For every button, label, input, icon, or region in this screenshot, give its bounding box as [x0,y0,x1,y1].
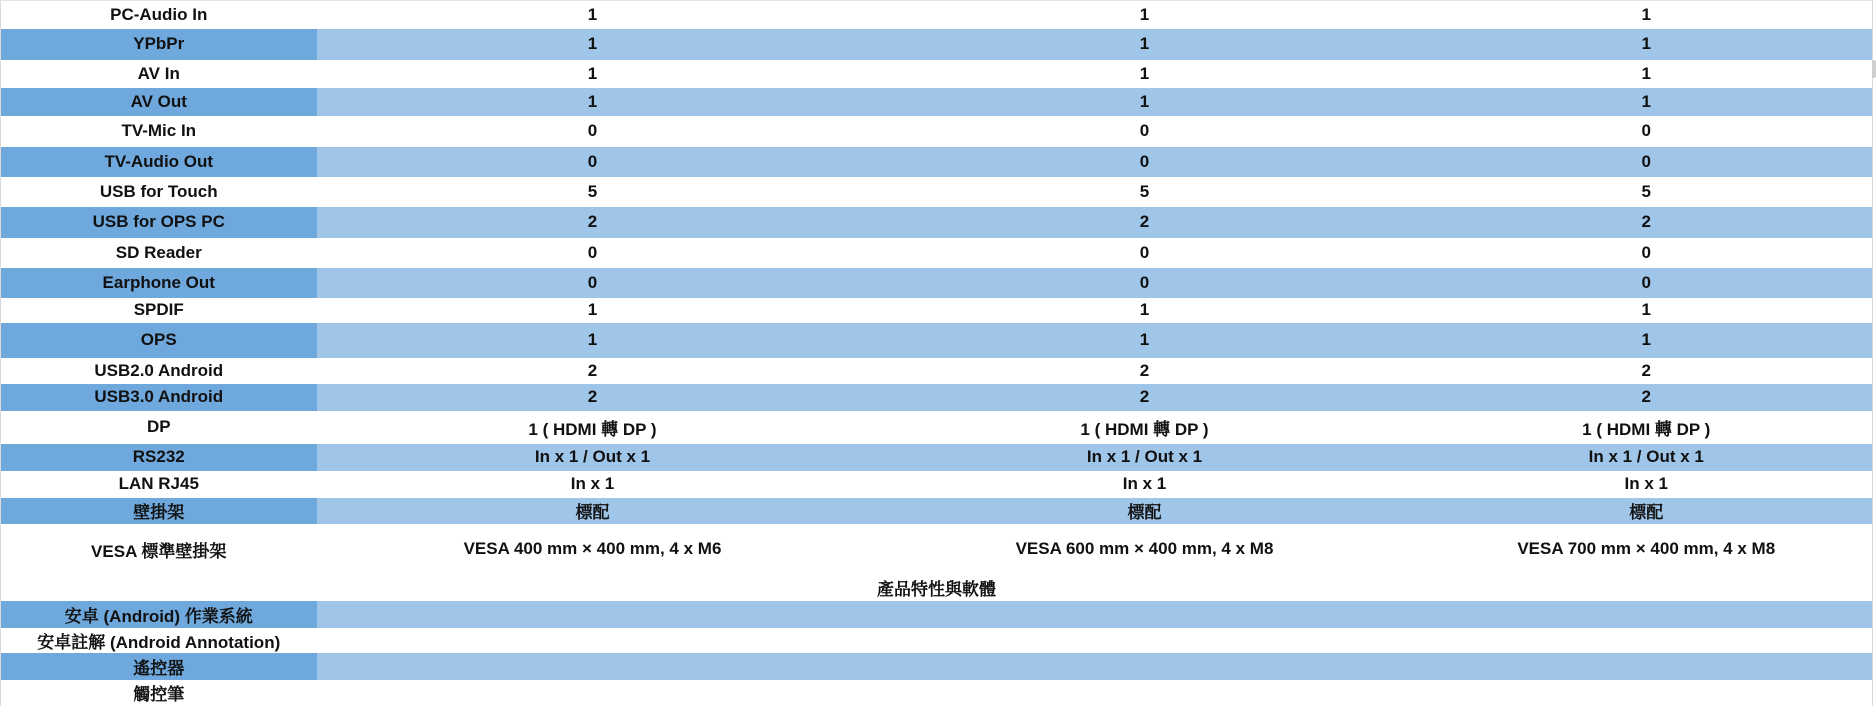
feature-value [1421,653,1873,680]
spec-value: 2 [317,384,869,411]
feature-value [317,601,869,628]
spec-row-tv-audio-out [1,147,1873,177]
feature-value [869,680,1421,706]
spec-value: 0 [317,238,869,268]
spec-value: 5 [869,177,1421,207]
spec-value: 0 [1421,238,1873,268]
spec-row-pc-audio-in [1,1,1873,29]
spec-value: 0 [869,268,1421,298]
spec-value: 1 [1421,60,1873,88]
spec-value: 0 [1421,116,1873,147]
spec-value: 0 [869,238,1421,268]
spec-value: 2 [1421,207,1873,238]
spec-label: USB3.0 Android [1,384,317,411]
spec-value: 5 [1421,177,1873,207]
spec-value: 1 ( HDMI 轉 DP ) [869,411,1421,444]
spec-row-ops [1,323,1873,358]
spec-value: 2 [869,207,1421,238]
spec-label: LAN RJ45 [1,471,317,498]
spec-label: USB2.0 Android [1,358,317,384]
spec-label: AV In [1,60,317,88]
spec-value: 1 ( HDMI 轉 DP ) [1421,411,1873,444]
spec-value: 2 [317,207,869,238]
feature-row-stylus [1,680,1873,706]
scrollbar-thumb[interactable] [1872,60,1876,78]
spec-value: 1 [317,88,869,116]
spec-row-rs232 [1,444,1873,471]
spec-value: 0 [869,116,1421,147]
spec-value: 1 [317,1,869,29]
feature-row-android-os [1,601,1873,628]
spec-row-usb3-android [1,384,1873,411]
spec-label: AV Out [1,88,317,116]
spec-value: 2 [869,358,1421,384]
feature-value [1421,628,1873,653]
feature-value [869,628,1421,653]
spec-value: VESA 600 mm × 400 mm, 4 x M8 [869,524,1421,575]
spec-value: 1 [869,88,1421,116]
spec-value: 標配 [317,498,869,524]
spec-value: 2 [1421,358,1873,384]
spec-row-usb2-android [1,358,1873,384]
spec-label: 壁掛架 [1,498,317,524]
spec-value: 1 [1421,1,1873,29]
spec-label: RS232 [1,444,317,471]
feature-value [317,628,869,653]
feature-value [317,653,869,680]
spec-label: SD Reader [1,238,317,268]
spec-value: In x 1 [317,471,869,498]
feature-value [317,680,869,706]
spec-value: 1 [1421,88,1873,116]
spec-row-earphone-out [1,268,1873,298]
spec-value: 1 [1421,298,1873,323]
spec-label: USB for OPS PC [1,207,317,238]
spec-label: OPS [1,323,317,358]
spec-value: 1 [1421,29,1873,60]
spec-row-tv-mic-in [1,116,1873,147]
spec-value: 1 [869,60,1421,88]
feature-label: 遙控器 [1,653,317,680]
spec-value: In x 1 / Out x 1 [869,444,1421,471]
spec-value: In x 1 [1421,471,1873,498]
spec-value: 1 [317,29,869,60]
feature-value [869,601,1421,628]
spec-value: 1 [869,323,1421,358]
spec-label: TV-Audio Out [1,147,317,177]
spec-value: 標配 [1421,498,1873,524]
spec-value: 0 [317,268,869,298]
spec-label: USB for Touch [1,177,317,207]
spec-row-spdif [1,298,1873,323]
spec-value: 5 [317,177,869,207]
feature-row-remote [1,653,1873,680]
spec-row-wall-mount [1,498,1873,524]
spec-value: In x 1 / Out x 1 [1421,444,1873,471]
spec-value: 2 [869,384,1421,411]
spec-value: 標配 [869,498,1421,524]
spec-value: 1 [869,298,1421,323]
feature-label: 安卓 (Android) 作業系統 [1,601,317,628]
spec-row-ypbpr [1,29,1873,60]
feature-value [869,653,1421,680]
spec-label: PC-Audio In [1,1,317,29]
spec-row-lan-rj45 [1,471,1873,498]
feature-label: 觸控筆 [1,680,317,706]
spec-label: YPbPr [1,29,317,60]
spec-value: 2 [317,358,869,384]
spec-label: Earphone Out [1,268,317,298]
spec-value: 1 [317,298,869,323]
spec-value: 0 [1421,147,1873,177]
spec-row-av-in [1,60,1873,88]
spec-value: VESA 700 mm × 400 mm, 4 x M8 [1421,524,1873,575]
feature-label: 安卓註解 (Android Annotation) [1,628,317,653]
spec-value: VESA 400 mm × 400 mm, 4 x M6 [317,524,869,575]
spec-value: 1 [317,60,869,88]
spec-value: In x 1 [869,471,1421,498]
spec-value: 0 [869,147,1421,177]
spec-value: 1 ( HDMI 轉 DP ) [317,411,869,444]
feature-row-android-annotation [1,628,1873,653]
spec-row-usb-for-touch [1,177,1873,207]
spec-label: VESA 標準壁掛架 [1,524,317,575]
spec-row-vesa [1,524,1873,575]
section-header-row [1,575,1873,601]
feature-value [1421,680,1873,706]
spec-value: 0 [1421,268,1873,298]
spec-value: 1 [869,1,1421,29]
spec-row-av-out [1,88,1873,116]
spec-label: TV-Mic In [1,116,317,147]
section-title: 產品特性與軟體 [1,575,1873,601]
spec-value: 1 [317,323,869,358]
spec-label: SPDIF [1,298,317,323]
spec-row-dp [1,411,1873,444]
spec-label: DP [1,411,317,444]
spec-value: 2 [1421,384,1873,411]
spec-row-sd-reader [1,238,1873,268]
spec-value: 1 [1421,323,1873,358]
spec-value: 1 [869,29,1421,60]
feature-value [1421,601,1873,628]
spec-value: In x 1 / Out x 1 [317,444,869,471]
spec-row-usb-for-ops-pc [1,207,1873,238]
spec-value: 0 [317,116,869,147]
spec-value: 0 [317,147,869,177]
